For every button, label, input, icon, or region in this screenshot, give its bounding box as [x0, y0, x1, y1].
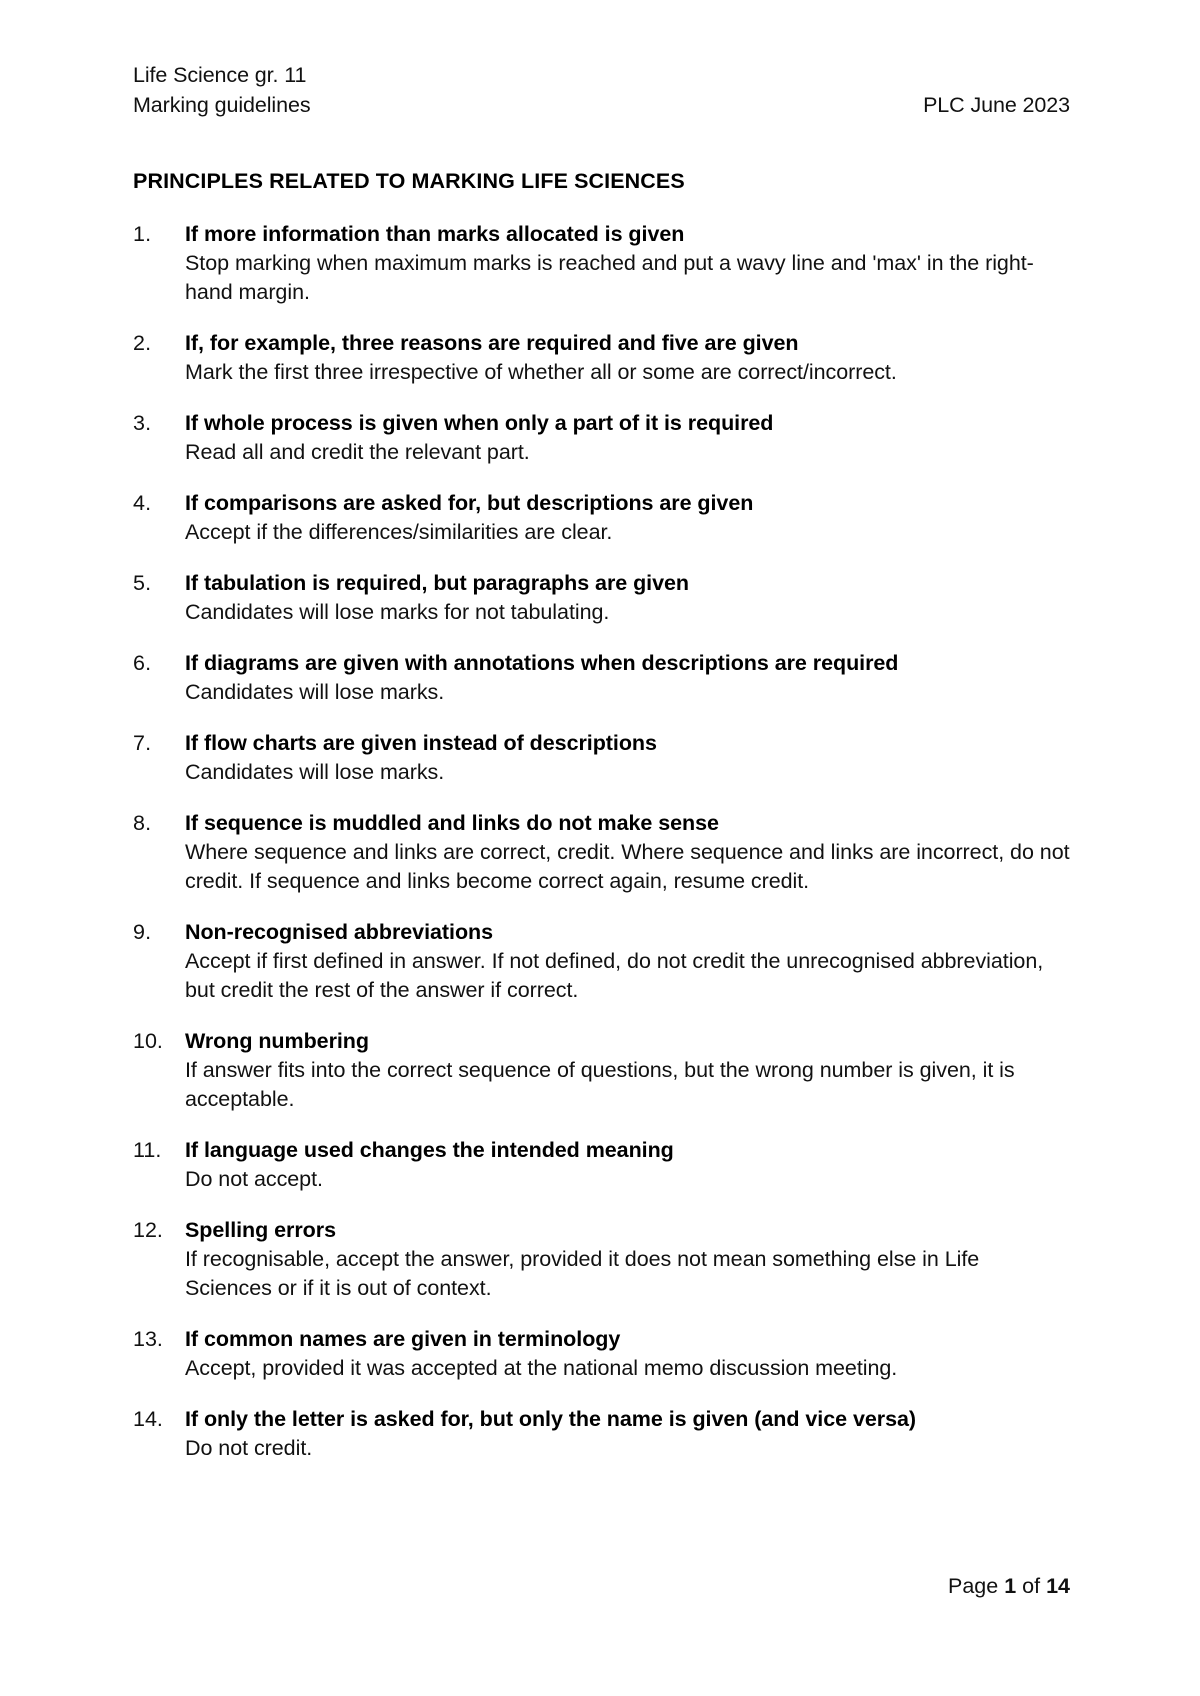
list-item-number: 5.	[133, 571, 152, 595]
list-item-number: 2.	[133, 331, 152, 355]
list-item-text: Read all and credit the relevant part.	[185, 440, 530, 464]
list-item-body	[185, 1325, 1070, 1383]
list-item-number: 13.	[133, 1327, 163, 1351]
list-item-title: If common names are given in terminology	[185, 1327, 621, 1351]
list-item	[133, 220, 1070, 307]
page-title: PRINCIPLES RELATED TO MARKING LIFE SCIENCES	[133, 169, 685, 193]
list-item-text: Where sequence and links are correct, credit. Where sequence and links are incorrect, do not credit. If sequence and links become correct again, resume credit.	[185, 840, 1070, 893]
list-item-text: If recognisable, accept the answer, provided it does not mean something else in Life Sciences or if it is out of context.	[185, 1247, 980, 1300]
list-item-body	[185, 329, 1070, 387]
list-item-number: 12.	[133, 1218, 163, 1242]
list-item	[133, 329, 1070, 387]
list-item-text: Accept if the differences/similarities are clear.	[185, 520, 613, 544]
list-item	[133, 1136, 1070, 1194]
list-item-title: Spelling errors	[185, 1218, 336, 1242]
header-document-type-line: Marking guidelines	[133, 93, 311, 117]
list-item-body	[185, 1216, 1070, 1303]
list-item-number: 3.	[133, 411, 152, 435]
list-item-number: 9.	[133, 920, 152, 944]
list-item-text: Accept, provided it was accepted at the national memo discussion meeting.	[185, 1356, 898, 1380]
list-item	[133, 489, 1070, 547]
footer-of-label: of	[1022, 1574, 1041, 1598]
footer-page-label: Page	[948, 1574, 999, 1598]
list-item-body	[185, 220, 1070, 307]
list-item-body	[185, 489, 1070, 547]
list-item-body	[185, 1405, 1070, 1463]
list-item-text: Mark the first three irrespective of whether all or some are correct/incorrect.	[185, 360, 897, 384]
list-item	[133, 1216, 1070, 1303]
list-item-text: Candidates will lose marks.	[185, 680, 445, 704]
list-item-body	[185, 649, 1070, 707]
list-item-text: Stop marking when maximum marks is reached and put a wavy line and 'max' in the right-hand margin.	[185, 251, 1034, 304]
list-item-title: If, for example, three reasons are required and five are given	[185, 331, 799, 355]
list-item	[133, 729, 1070, 787]
list-item-body	[185, 809, 1070, 896]
header-exam-session: PLC June 2023	[923, 93, 1070, 117]
header-subject-line: Life Science gr. 11	[133, 63, 307, 87]
list-item-title: If diagrams are given with annotations when descriptions are required	[185, 651, 899, 675]
list-item-body	[185, 569, 1070, 627]
list-item-number: 6.	[133, 651, 152, 675]
list-item-number: 11.	[133, 1138, 162, 1162]
list-item-title: Wrong numbering	[185, 1029, 369, 1053]
list-item	[133, 809, 1070, 896]
document-header	[133, 60, 1070, 120]
list-item-title: If flow charts are given instead of descriptions	[185, 731, 657, 755]
footer-total-pages: 14	[1046, 1574, 1070, 1598]
header-left-block	[133, 60, 310, 120]
page-footer	[133, 1572, 1070, 1600]
list-item-number: 1.	[133, 222, 152, 246]
list-item-body	[185, 1027, 1070, 1114]
list-item	[133, 409, 1070, 467]
list-item	[133, 918, 1070, 1005]
list-item-title: If language used changes the intended meaning	[185, 1138, 674, 1162]
list-item	[133, 649, 1070, 707]
list-item-number: 8.	[133, 811, 152, 835]
list-item-body	[185, 409, 1070, 467]
list-item-body	[185, 918, 1070, 1005]
list-item-text: If answer fits into the correct sequence of questions, but the wrong number is given, it is acceptable.	[185, 1058, 1015, 1111]
list-item-text: Accept if first defined in answer. If not defined, do not credit the unrecognised abbreviation, but credit the rest of the answer if correct.	[185, 949, 1044, 1002]
list-item	[133, 1325, 1070, 1383]
list-item-text: Do not credit.	[185, 1436, 313, 1460]
list-item-title: If whole process is given when only a part of it is required	[185, 411, 774, 435]
principles-list	[133, 220, 1070, 1463]
list-item-number: 14.	[133, 1407, 163, 1431]
list-item-title: Non-recognised abbreviations	[185, 920, 494, 944]
list-item-number: 7.	[133, 731, 152, 755]
list-item-body	[185, 1136, 1070, 1194]
list-item	[133, 1027, 1070, 1114]
list-item-title: If tabulation is required, but paragraphs are given	[185, 571, 689, 595]
list-item-title: If comparisons are asked for, but descriptions are given	[185, 491, 754, 515]
footer-page-number: 1	[1004, 1574, 1017, 1598]
list-item-body	[185, 729, 1070, 787]
list-item-text: Do not accept.	[185, 1167, 323, 1191]
list-item	[133, 569, 1070, 627]
list-item-number: 10.	[133, 1029, 163, 1053]
list-item-title: If only the letter is asked for, but only the name is given (and vice versa)	[185, 1407, 917, 1431]
list-item	[133, 1405, 1070, 1463]
list-item-text: Candidates will lose marks for not tabulating.	[185, 600, 610, 624]
list-item-text: Candidates will lose marks.	[185, 760, 445, 784]
list-item-title: If sequence is muddled and links do not make sense	[185, 811, 719, 835]
list-item-number: 4.	[133, 491, 152, 515]
list-item-title: If more information than marks allocated is given	[185, 222, 685, 246]
